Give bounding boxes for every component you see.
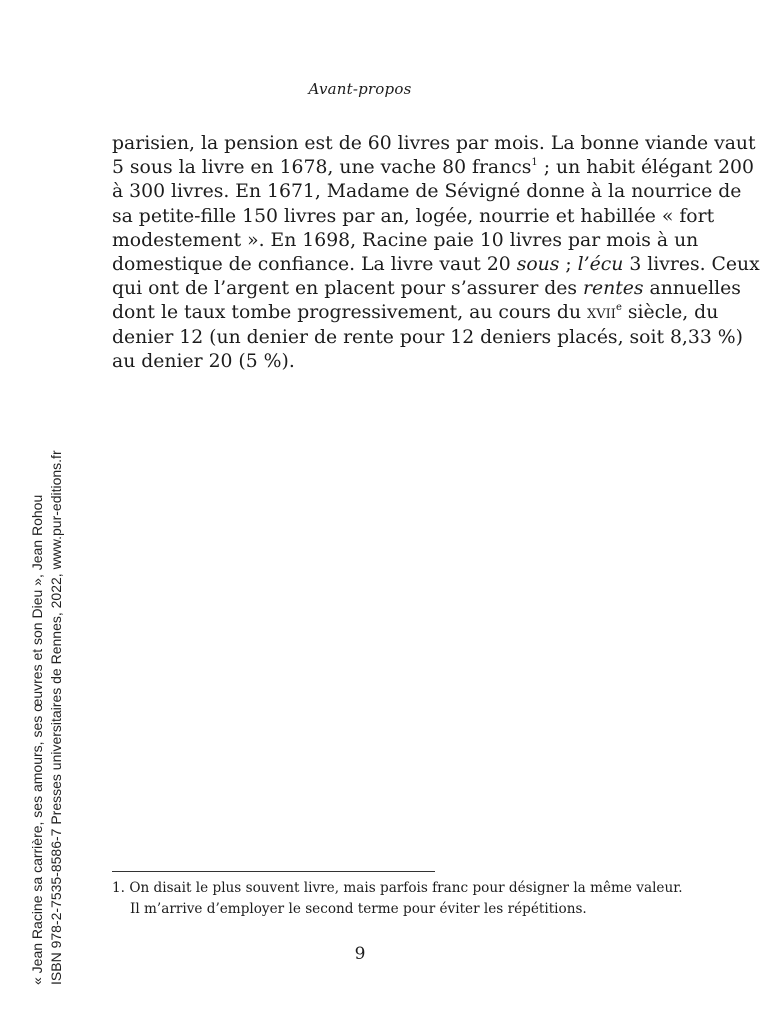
body-line: denier 12 (un denier de rente pour 12 deniers placés, soit 8,33 %) [112,326,743,348]
footnote-separator [112,871,435,872]
body-line: modestement ». En 1698, Racine paie 10 livres par mois à un [112,229,699,251]
body-line: parisien, la pension est de 60 livres par mois. La bonne viande vaut [112,133,756,154]
body-text-run: dont le taux tombe progressivement, au cours du [112,302,588,324]
body-line [112,156,754,180]
side-notice-line: ISBN 978-2-7535-8586-7 Presses universitaires de Rennes, 2022, www.pur-editions.fr [48,450,64,985]
body-line [112,277,741,301]
body-text-run: 5 sous la livre en 1678, une vache 80 francs [112,157,532,179]
body-line: au denier 20 (5 %). [112,350,295,372]
italic-term-rentes: rentes [583,278,644,300]
body-paragraph [112,132,760,374]
footnote-ref[interactable]: 1 [531,157,538,169]
body-text-run: domestique de confiance. La livre vaut 20 [112,254,517,276]
side-notice-line: « Jean Racine sa carrière, ses amours, ses œuvres et son Dieu », Jean Rohou [29,494,45,985]
body-text-run: ; [559,254,578,276]
body-text-run: siècle, du [621,302,719,324]
running-head: Avant-propos [308,80,412,98]
footnote [112,878,683,920]
page-number: 9 [354,944,366,964]
century-numeral: xvii [587,302,616,324]
body-line [112,253,760,277]
body-text-run: qui ont de l’argent en placent pour s’assurer des [112,278,584,300]
body-text-run: annuelles [643,278,741,300]
italic-term-ecu: l’écu [577,254,624,276]
body-line [112,301,719,325]
side-copyright-notice [28,450,66,985]
century-suffix: e [615,302,622,314]
body-text-run: 3 livres. Ceux [623,254,760,276]
body-text-run: ; un habit élégant 200 [537,157,754,179]
footnote-line: Il m’arrive d’employer le second terme pour éviter les répétitions. [130,901,587,917]
footnote-line [112,878,683,899]
footnote-number: 1. [112,880,125,896]
footnote-text: On disait le plus souvent livre, mais parfois franc pour désigner la même valeur. [129,880,683,896]
body-line: à 300 livres. En 1671, Madame de Sévigné donne à la nourrice de [112,181,742,203]
body-line: sa petite-fille 150 livres par an, logée, nourrie et habillée « fort [112,205,715,227]
italic-term-sous: sous [516,254,560,276]
